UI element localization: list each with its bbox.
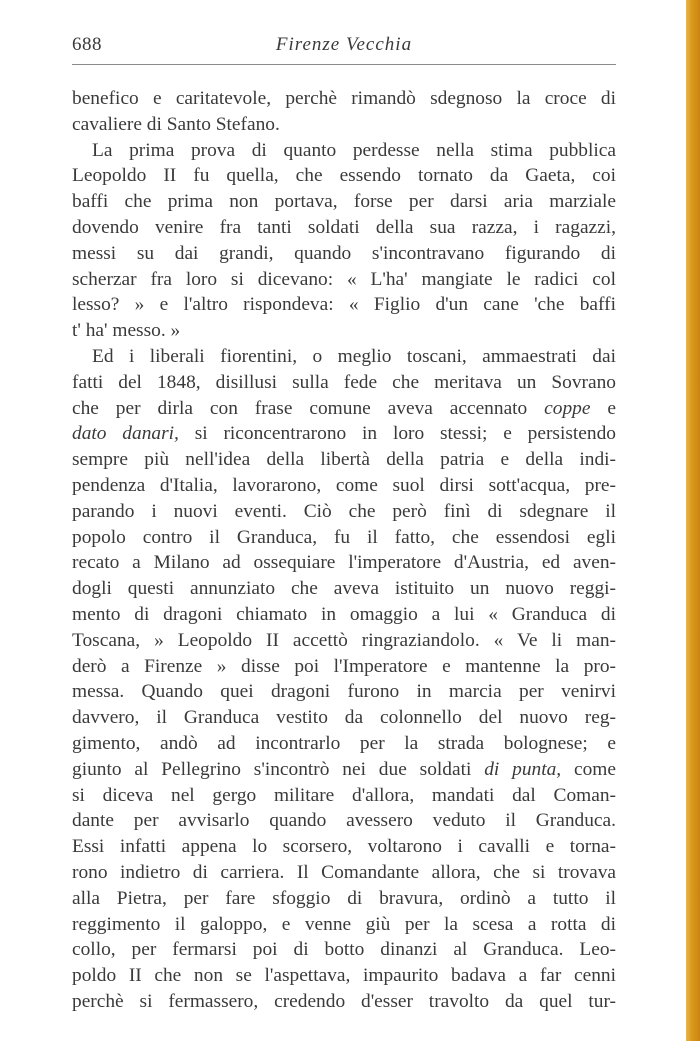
text-line: lesso? » e l'altro rispondeva: « Figlio d'un cane 'che baffi [72, 294, 616, 316]
text-line: parando i nuovi eventi. Ciò che però finì di sdegnare il [72, 500, 616, 522]
text-segment: e [607, 397, 616, 419]
text-line [72, 396, 616, 422]
text-line: collo, per fermarsi poi di botto dinanzi al Granduca. Leo- [72, 939, 616, 961]
text-line: cavaliere di Santo Stefano. [72, 113, 280, 135]
text-line: si diceva nel gergo militare d'allora, mandati dal Coman- [72, 784, 616, 806]
text-line: mento di dragoni chiamato in omaggio a lui « Granduca di [72, 603, 616, 625]
book-page [72, 34, 616, 1015]
text-line: dogli questi annunziato che aveva istituito un nuovo reggi- [72, 578, 616, 600]
page-edge-band [686, 0, 700, 1041]
text-line: benefico e caritatevole, perchè rimandò sdegnoso la croce di [72, 88, 616, 109]
body-text [72, 86, 616, 1015]
text-line: Leopoldo II fu quella, che essendo tornato da Gaeta, coi [72, 165, 616, 187]
text-line: scherzar fra loro si dicevano: « L'ha' mangiate le radici col [72, 268, 616, 290]
text-line: sempre più nell'idea della libertà della patria e della indi- [72, 449, 616, 471]
text-line: Ed i liberali fiorentini, o meglio toscani, ammaestrati dai [92, 345, 616, 367]
text-line: Essi infatti appena lo scorsero, voltarono i cavalli e torna- [72, 836, 616, 858]
text-line: t' ha' messo. » [72, 320, 181, 342]
text-line: baffi che prima non portava, forse per darsi aria marziale [72, 191, 616, 213]
text-segment: come [574, 758, 616, 780]
text-line: dovendo venire fra tanti soldati della sua razza, i ragazzi, [72, 216, 616, 238]
page-number: 688 [72, 34, 102, 55]
text-line: poldo II che non se l'aspettava, impaurito badava a far cenni [72, 965, 616, 987]
italic-term: dato danari, [72, 423, 179, 445]
text-line: La prima prova di quanto perdesse nella stima pubblica [92, 139, 616, 161]
text-line [72, 757, 616, 783]
text-segment: si riconcentrarono in loro stessi; e persistendo [194, 423, 616, 445]
text-line: messa. Quando quei dragoni furono in marcia per venirvi [72, 681, 616, 703]
text-line: alla Pietra, per fare sfoggio di bravura, ordinò a tutto il [72, 887, 616, 909]
text-line: messi su dai grandi, quando s'incontravano figurando di [72, 242, 616, 264]
text-line: rono indietro di carriera. Il Comandante allora, che si trovava [72, 861, 616, 883]
text-line: pendenza d'Italia, lavorarono, come suol dirsi sott'acqua, pre- [72, 474, 616, 496]
italic-term: coppe [544, 397, 591, 419]
italic-term: di punta, [484, 758, 562, 780]
text-line: reggimento il galoppo, e venne giù per la scesa a rotta di [72, 913, 616, 935]
text-line: recato a Milano ad ossequiare l'imperatore d'Austria, ed aven- [72, 552, 616, 574]
running-title: Firenze Vecchia [275, 34, 413, 55]
text-line: perchè si fermassero, credendo d'esser travolto da quel tur- [72, 990, 616, 1012]
text-line: davvero, il Granduca vestito da colonnello del nuovo reg- [72, 707, 616, 729]
header-rule [72, 64, 616, 65]
text-segment: giunto al Pellegrino s'incontrò nei due soldati [72, 758, 472, 780]
text-line: fatti del 1848, disillusi sulla fede che meritava un Sovrano [72, 371, 616, 393]
text-segment: che per dirla con frase comune aveva accennato [72, 397, 528, 419]
text-line: dante per avvisarlo quando avessero veduto il Granduca. [72, 810, 616, 832]
text-line: popolo contro il Granduca, fu il fatto, che essendosi egli [72, 526, 616, 548]
page-header [72, 34, 616, 64]
text-line: Toscana, » Leopoldo II accettò ringraziandolo. « Ve li man- [72, 629, 616, 651]
text-line: gimento, andò ad incontrarlo per la strada bolognese; e [72, 732, 616, 754]
text-line: derò a Firenze » disse poi l'Imperatore e mantenne la pro- [72, 655, 616, 677]
text-line [72, 421, 616, 447]
